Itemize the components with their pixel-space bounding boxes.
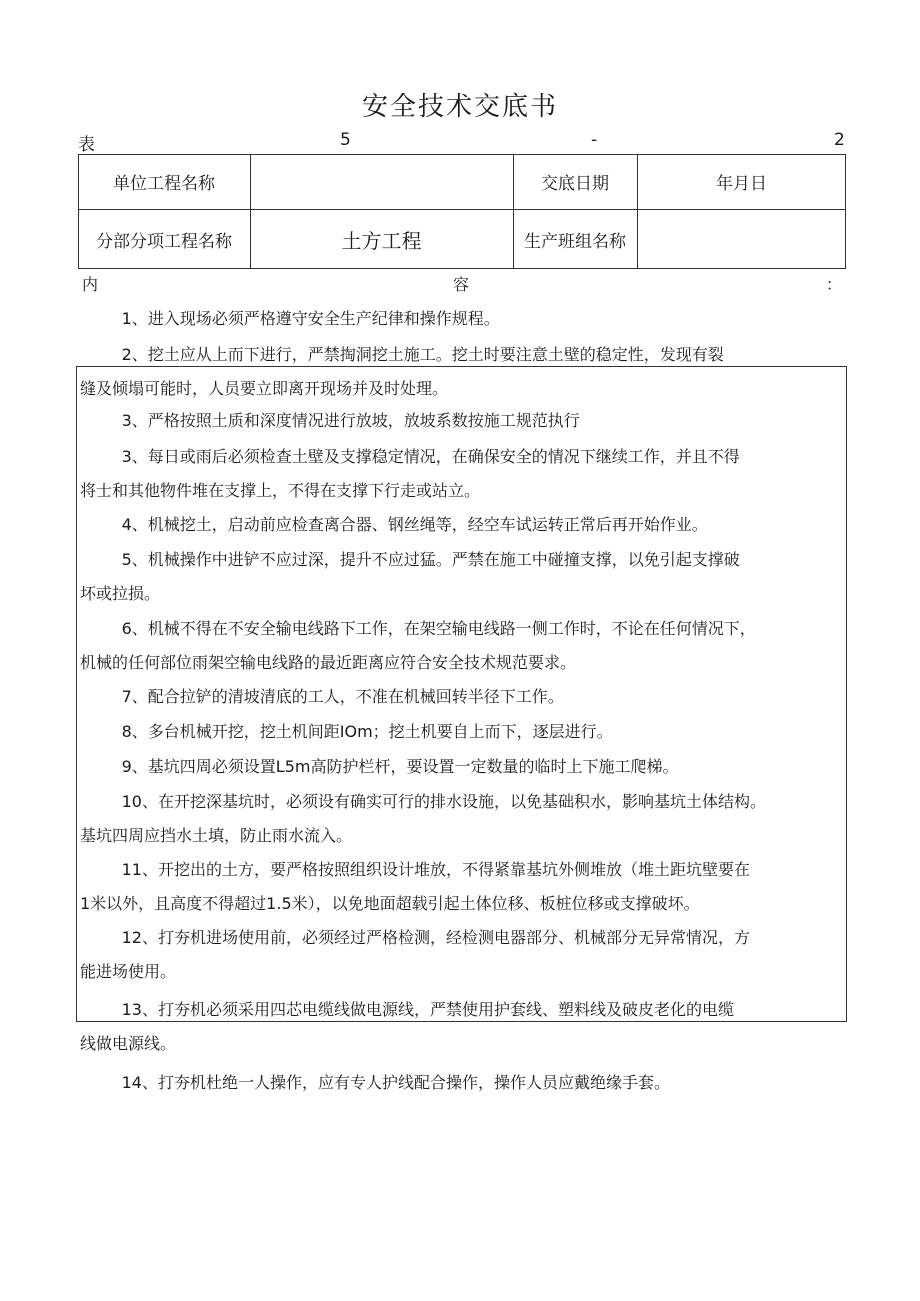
- item-5: [80, 543, 844, 611]
- content-label-c3: ：: [826, 275, 843, 294]
- content-label-c1: 内: [82, 275, 99, 294]
- item-8: [80, 715, 844, 749]
- item-1: [80, 302, 844, 336]
- item-7: [80, 680, 844, 714]
- team-label: 生产班组名称: [524, 231, 626, 252]
- unit-label: 单位工程名称: [113, 174, 215, 194]
- item-line: 5、机械操作中进铲不应过深，提升不应过猛。严禁在施工中碰撞支撑，以免引起支撑破: [121, 550, 740, 569]
- item-4: [80, 508, 844, 542]
- form-number-part1: 5: [340, 130, 351, 150]
- date-value: 年月日: [716, 174, 767, 194]
- item-line: 1、进入现场必须严格遵守安全生产纪律和操作规程。: [121, 309, 500, 328]
- subproject-label: 分部分项工程名称: [96, 231, 232, 252]
- item-line: 坏或拉损。: [80, 584, 161, 603]
- unit-value: [250, 154, 513, 209]
- item-14: [80, 1066, 844, 1100]
- item-3: [80, 404, 844, 438]
- item-line: 13、打夯机必须采用四芯电缆线做电源线，严禁使用护套线、塑料线及破皮老化的电缆: [121, 1000, 734, 1019]
- team-value: [637, 209, 846, 269]
- item-line: 3、每日或雨后必须检查土壁及支撑稳定情况，在确保安全的情况下继续工作，并且不得: [121, 447, 740, 466]
- item-11: [80, 853, 844, 921]
- content-label-c2: 容: [453, 275, 470, 294]
- item-line: 基坑四周应挡水土填，防止雨水流入。: [80, 826, 353, 845]
- subproject-value: 土方工程: [341, 228, 422, 253]
- item-3b: [80, 440, 844, 508]
- item-line: 8、多台机械开挖，挖土机间距IOm；挖土机要自上而下，逐层进行。: [121, 722, 613, 741]
- item-line: 能进场使用。: [80, 962, 177, 981]
- form-number: [78, 130, 846, 155]
- item-line: 4、机械挖土，启动前应检查离合器、钢丝绳等，经空车试运转正常后再开始作业。: [121, 515, 708, 534]
- date-label: 交底日期: [541, 174, 609, 194]
- item-line: 14、打夯机杜绝一人操作，应有专人护线配合操作，操作人员应戴绝缘手套。: [121, 1073, 670, 1092]
- item-line: 3、严格按照土质和深度情况进行放坡，放坡系数按施工规范执行: [121, 411, 580, 430]
- item-line: 12、打夯机进场使用前，必须经过严格检测，经检测电器部分、机械部分无异常情况，方: [121, 928, 750, 947]
- content-label: [78, 272, 846, 294]
- form-prefix: 表: [78, 135, 95, 155]
- item-line: 机械的任何部位雨架空输电线路的最近距离应符合安全技术规范要求。: [80, 653, 577, 672]
- item-line: 6、机械不得在不安全输电线路下工作，在架空输电线路一侧工作时，不论在任何情况下，: [121, 619, 756, 638]
- item-13: [80, 993, 844, 1061]
- item-12: [80, 921, 844, 989]
- item-line: 将士和其他物件堆在支撑上，不得在支撑下行走或站立。: [80, 481, 481, 500]
- form-dash: -: [591, 130, 598, 150]
- item-line: 7、配合拉铲的清坡清底的工人，不准在机械回转半径下工作。: [121, 687, 564, 706]
- item-line: 10、在开挖深基坑时，必须设有确实可行的排水设施，以免基础积水，影响基坑土体结构。: [121, 792, 766, 811]
- item-6: [80, 612, 844, 680]
- item-9: [80, 750, 844, 784]
- item-line: 2、挖土应从上而下进行，严禁掏洞挖土施工。挖土时要注意土壁的稳定性，发现有裂: [121, 345, 724, 364]
- item-line: 1米以外，且高度不得超过1.5米），以免地面超载引起土体位移、板桩位移或支撑破坏。: [80, 894, 700, 913]
- item-10: [80, 785, 844, 853]
- item-line: 11、开挖出的土方，要严格按照组织设计堆放，不得紧靠基坑外侧堆放（堆土距坑壁要在: [121, 860, 750, 879]
- item-2: [80, 338, 844, 406]
- item-line: 线做电源线。: [80, 1034, 177, 1053]
- item-line: 9、基坑四周必须设置L5m高防护栏杆，要设置一定数量的临时上下施工爬梯。: [121, 757, 679, 776]
- form-number-part2: 2: [834, 130, 845, 150]
- document-title: 安全技术交底书: [361, 92, 558, 122]
- item-line: 缝及倾塌可能时，人员要立即离开现场并及时处理。: [80, 379, 449, 398]
